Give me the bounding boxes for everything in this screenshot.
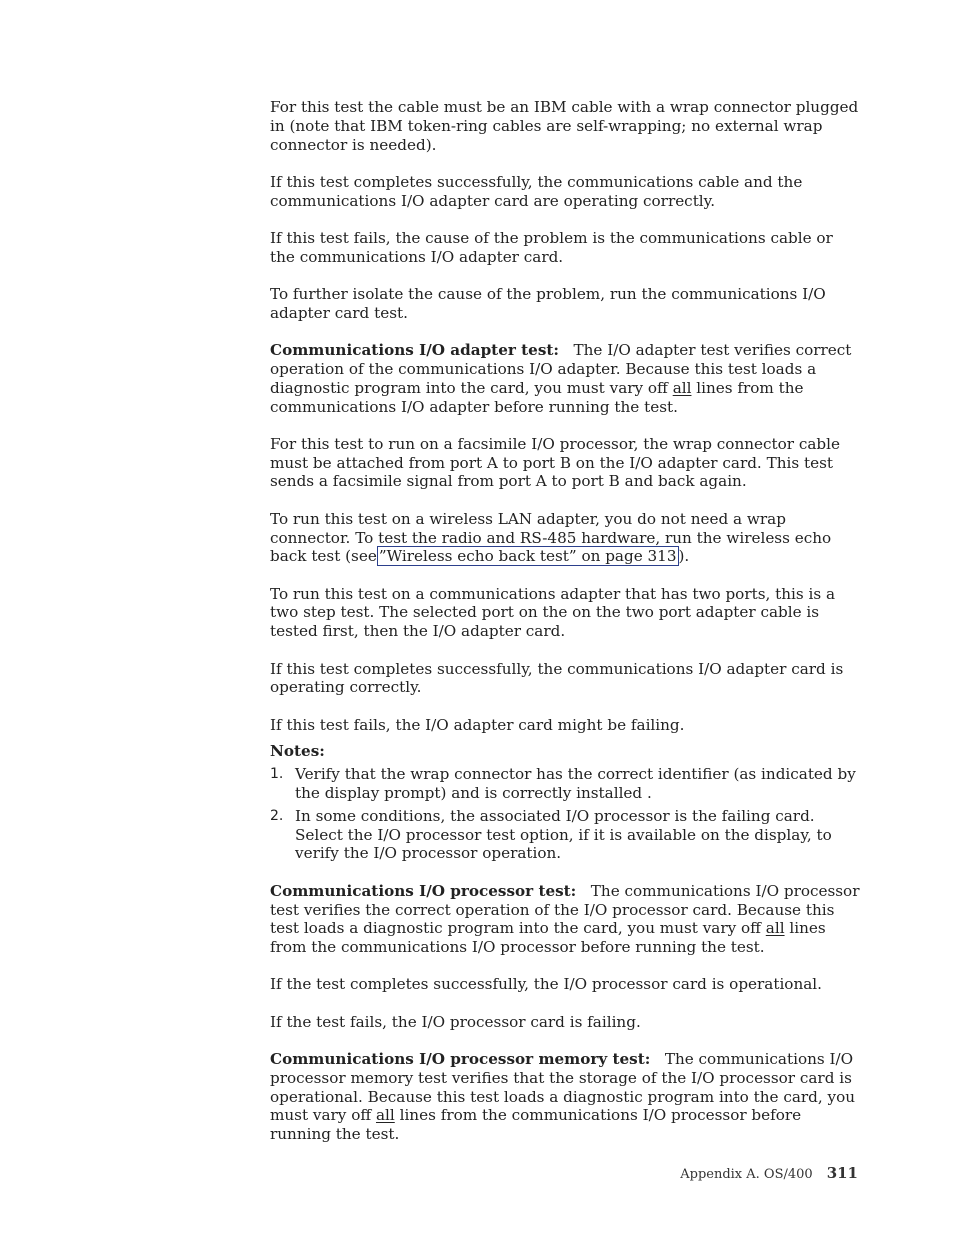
page-footer	[680, 1164, 858, 1182]
paragraph-isolate: To further isolate the cause of the problem, run the communications I/O adapter card test.	[270, 285, 826, 322]
paragraph-cable-success: If this test completes successfully, the communications cable and the communications I/O adapter card are operating correctly.	[270, 172, 803, 210]
paragraph-adapter-fail: If this test fails, the I/O adapter card might be failing.	[270, 715, 685, 734]
processor-test-text-b: lines from the communications I/O processor before running the test.	[270, 919, 826, 957]
paragraph-facsimile: For this test to run on a facsimile I/O processor, the wrap connector cable must be attached from port A to port B on the I/O adapter card. This test sends a facsimile signal from port A to port B and back again.	[270, 434, 840, 491]
page-number: 311	[826, 1164, 858, 1182]
processor-test-heading: Communications I/O processor test:	[270, 881, 577, 900]
main-column	[270, 98, 860, 1162]
note-text: Verify that the wrap connector has the correct identifier (as indicated by the display prompt) and is correctly installed .	[295, 765, 856, 803]
processor-test-all: all	[765, 919, 785, 938]
adapter-test-all: all	[672, 378, 692, 397]
wireless-echo-link[interactable]: ”Wireless echo back test” on page 313	[378, 547, 677, 566]
paragraph-adapter-test	[270, 341, 860, 416]
note-number: 2.	[270, 807, 284, 824]
memory-test-all: all	[375, 1106, 395, 1125]
memory-test-text-b: lines from the communications I/O processor before running the test.	[270, 1106, 802, 1144]
paragraph-processor-test	[270, 882, 860, 957]
processor-test-text-a: The communications I/O processor test verifies the correct operation of the I/O processor card. Because this test loads a diagnostic program into the card, you must vary off	[270, 881, 860, 938]
notes-list	[270, 765, 860, 863]
adapter-test-heading: Communications I/O adapter test:	[270, 341, 560, 360]
paragraph-processor-fail: If the test fails, the I/O processor card is failing.	[270, 1012, 641, 1031]
note-text: In some conditions, the associated I/O processor is the failing card. Select the I/O processor test option, if it is available on the display, to verify the I/O processor operation.	[295, 806, 832, 863]
paragraph-wireless	[270, 510, 860, 566]
adapter-test-text-b: lines from the communications I/O adapter before running the test.	[270, 378, 804, 416]
wireless-text-a: To run this test on a wireless LAN adapter, you do not need a wrap connector. To test the radio and RS-485 hardware, run the wireless echo back test (see	[270, 509, 832, 566]
wireless-text-b: ).	[678, 547, 690, 566]
paragraph-cable-requirement: For this test the cable must be an IBM cable with a wrap connector plugged in (note that IBM token-ring cables are self-wrapping; no external wrap connector is needed).	[270, 98, 859, 154]
paragraph-memory-test	[270, 1050, 860, 1144]
adapter-test-text-a: The I/O adapter test verifies correct operation of the communications I/O adapter. Because this test loads a diagnostic program into the card, you must vary off	[270, 341, 852, 397]
notes-heading: Notes:	[270, 742, 325, 761]
note-item	[270, 765, 860, 803]
paragraph-adapter-success: If this test completes successfully, the communications I/O adapter card is operating correctly.	[270, 659, 844, 697]
memory-test-text-a: The communications I/O processor memory test verifies that the storage of the I/O processor card is operational. Because this test loads a diagnostic program into the card, you must vary off	[270, 1049, 856, 1125]
paragraph-processor-success: If the test completes successfully, the I/O processor card is operational.	[270, 975, 822, 994]
footer-section: Appendix A. OS/400	[680, 1167, 813, 1182]
memory-test-heading: Communications I/O processor memory test:	[270, 1049, 651, 1068]
paragraph-cable-fail: If this test fails, the cause of the problem is the communications cable or the communications I/O adapter card.	[270, 228, 833, 266]
paragraph-two-ports: To run this test on a communications adapter that has two ports, this is a two step test. The selected port on the on the two port adapter cable is tested first, then the I/O adapter card.	[270, 584, 836, 641]
note-item	[270, 807, 860, 863]
note-number: 1.	[270, 766, 284, 783]
